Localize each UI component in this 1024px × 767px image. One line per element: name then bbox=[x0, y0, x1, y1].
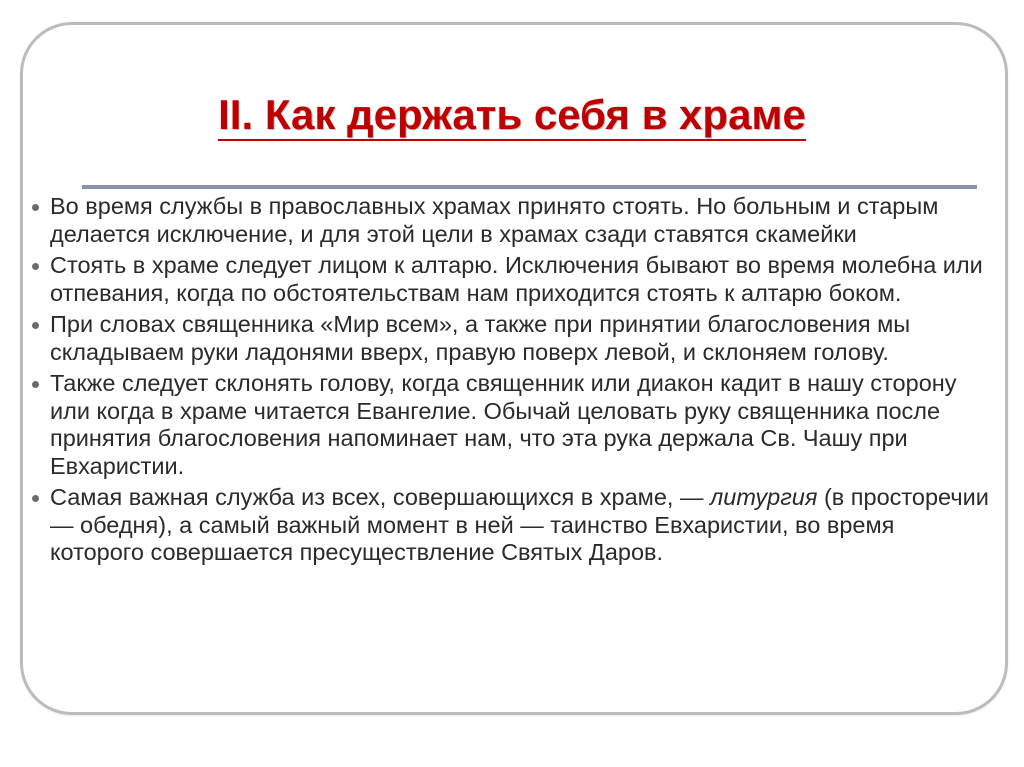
bullet-item bbox=[30, 193, 990, 248]
bullet-text-after: (в просторечии — обедня), а самый важный момент в ней — таинство Евхаристии, во время которого совершается пресуществление Святых Даров. bbox=[50, 484, 989, 565]
bullet-item bbox=[30, 311, 990, 366]
bullet-dot-icon bbox=[32, 495, 39, 502]
bullet-dot-icon bbox=[32, 204, 39, 211]
bullet-text: Во время службы в православных храмах принято стоять. Но больным и старым делается исключение, и для этой цели в храмах сзади ставятся скамейки bbox=[50, 193, 939, 247]
bullet-item bbox=[30, 484, 990, 567]
bullet-dot-icon bbox=[32, 263, 39, 270]
bullet-dot-icon bbox=[32, 322, 39, 329]
bullet-text: Стоять в храме следует лицом к алтарю. Исключения бывают во время молебна или отпевания, когда по обстоятельствам нам приходится стоять к алтарю боком. bbox=[50, 252, 983, 306]
bullet-item bbox=[30, 370, 990, 480]
bullet-item bbox=[30, 252, 990, 307]
bullet-text-before: Самая важная служба из всех, совершающихся в храме, — bbox=[50, 484, 710, 510]
slide-title-text: II. Как держать себя в храме bbox=[218, 94, 806, 141]
slide-title bbox=[0, 91, 1024, 141]
bullet-dot-icon bbox=[32, 381, 39, 388]
bullet-text: При словах священника «Мир всем», а также при принятии благословения мы складываем руки ладонями вверх, правую поверх левой, и склоняем голову. bbox=[50, 311, 911, 365]
bullet-text: Также следует склонять голову, когда священник или диакон кадит в нашу сторону или когда в храме читается Евангелие. Обычай целовать руку священника после принятия благословения напоминает нам, что эта рука держала Св. Чашу при Евхаристии. bbox=[50, 370, 957, 479]
bullet-emphasis: литургия bbox=[710, 484, 818, 510]
bullet-list bbox=[30, 193, 990, 571]
title-divider bbox=[82, 185, 977, 189]
